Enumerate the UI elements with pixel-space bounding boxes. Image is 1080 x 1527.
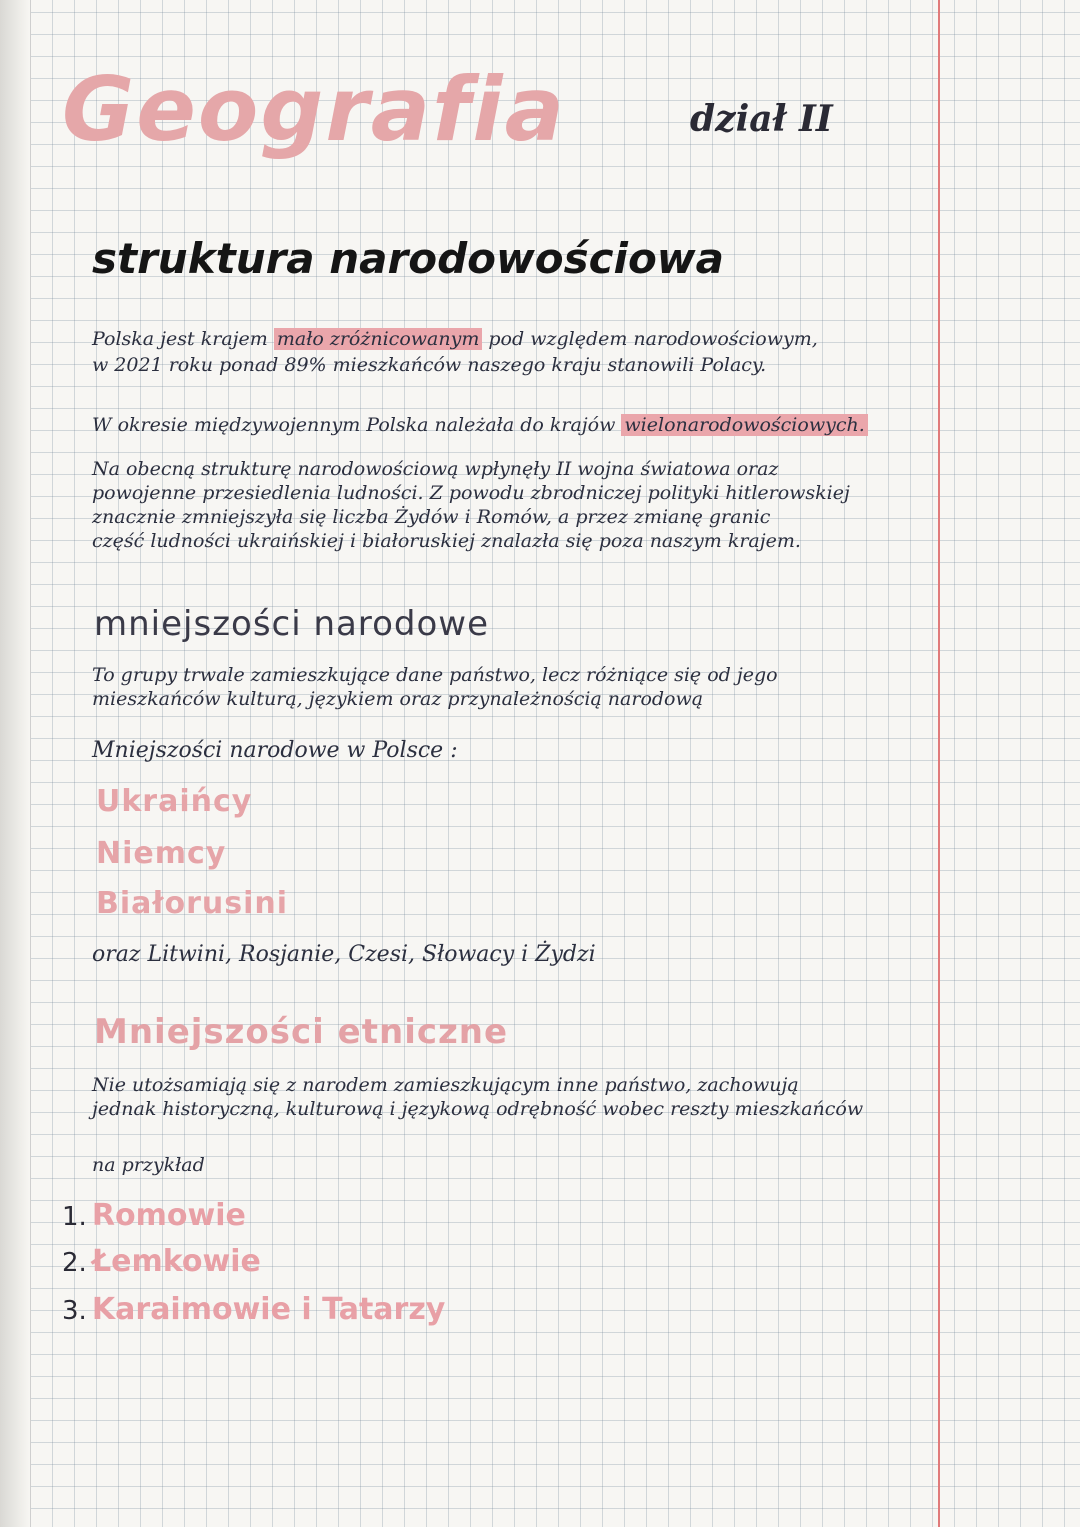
- minority-item: Ukraińcy: [96, 784, 253, 819]
- definition-line: Nie utożsamiają się z narodem zamieszkującym inne państwo, zachowują: [92, 1074, 799, 1096]
- other-minorities: oraz Litwini, Rosjanie, Czesi, Słowacy i Żydzi: [92, 942, 596, 967]
- margin-line: [938, 0, 940, 1527]
- ethnic-list-item: [62, 1292, 445, 1327]
- paragraph-line: część ludności ukraińskiej i białoruskiej znalazła się poza naszym krajem.: [92, 530, 801, 552]
- minority-item: Białorusini: [96, 886, 289, 921]
- list-text: Romowie: [91, 1198, 246, 1233]
- minority-item: Niemcy: [96, 836, 227, 871]
- heading-mniejszosci-narodowe: mniejszości narodowe: [94, 604, 490, 644]
- text-span: pod względem narodowościowym,: [488, 328, 818, 350]
- paragraph-line: [92, 328, 818, 350]
- list-text: Łemkowie: [91, 1244, 261, 1279]
- paragraph-line: Na obecną strukturę narodowościową wpłynęły II wojna światowa oraz: [92, 458, 779, 480]
- list-number: 2.: [62, 1248, 87, 1278]
- example-label: na przykład: [92, 1154, 205, 1176]
- text-span: W okresie międzywojennym Polska należała do krajów: [92, 414, 616, 436]
- paragraph-line: powojenne przesiedlenia ludności. Z powodu zbrodniczej polityki hitlerowskiej: [92, 482, 850, 504]
- ethnic-list-item: [62, 1198, 246, 1233]
- paragraph-line: [92, 414, 868, 436]
- list-intro: Mniejszości narodowe w Polsce :: [92, 738, 458, 763]
- section-label: dział II: [690, 98, 833, 140]
- list-number: 3.: [62, 1296, 87, 1326]
- heading-struktura: struktura narodowościowa: [92, 234, 724, 283]
- definition-line: To grupy trwale zamieszkujące dane państwo, lecz różniące się od jego: [92, 664, 778, 686]
- definition-line: mieszkańców kulturą, językiem oraz przynależnością narodową: [92, 688, 704, 710]
- heading-mniejszosci-etniczne: Mniejszości etniczne: [94, 1012, 509, 1052]
- list-text: Karaimowie i Tatarzy: [91, 1292, 446, 1327]
- paragraph-line: znacznie zmniejszyła się liczba Żydów i Romów, a przez zmianę granic: [92, 506, 771, 528]
- paragraph-line: w 2021 roku ponad 89% mieszkańców naszego kraju stanowili Polacy.: [92, 354, 767, 376]
- definition-line: jednak historyczną, kulturową i językową odrębność wobec reszty mieszkańców: [92, 1098, 864, 1120]
- text-span: Polska jest krajem: [92, 328, 268, 350]
- ethnic-list-item: [62, 1244, 261, 1279]
- highlight-mark: mało zróżnicowanym: [274, 328, 483, 350]
- notebook-binding: [0, 0, 31, 1527]
- highlight-mark: wielonarodowościowych.: [621, 414, 867, 436]
- list-number: 1.: [62, 1202, 87, 1232]
- page-title: Geografia: [62, 58, 566, 161]
